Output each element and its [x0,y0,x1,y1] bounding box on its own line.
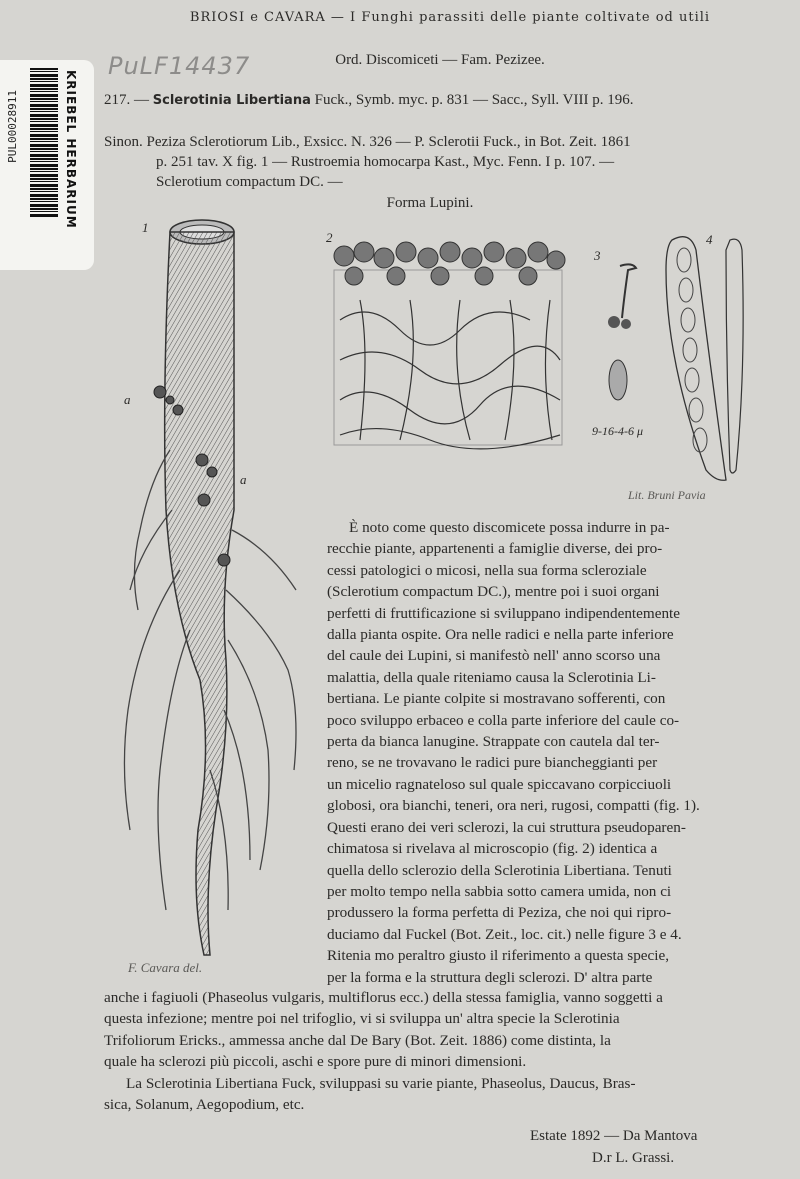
figure-1-root-illustration [100,210,330,970]
text-line: anche i fagiuoli (Phaseolus vulgaris, multiflorus ecc.) della stessa famiglia, vanno soggetti a [104,989,663,1006]
order-line: Ord. Discomiceti — Fam. Pezizee. [335,52,545,68]
herbarium-label [0,60,94,270]
text-line: recchie piante, appartenenti a famiglie diverse, dei pro- [327,540,663,558]
text-line: reno, se ne trovavano le radici pure biancheggianti per [327,754,658,772]
spore-dimensions: 9-16-4-6 μ [592,424,644,438]
page-header: BRIOSI e CAVARA — I Funghi parassiti delle piante coltivate od utili [189,10,711,25]
forma-title: Forma Lupini. [386,195,474,211]
barcode-icon [30,68,58,218]
handwritten-id: PuLF14437 [108,52,251,80]
text-line: cessi patologici o micosi, nella sua forma scleroziale [327,561,647,579]
figure-4-ascus-illustration [656,230,756,490]
text-line: quella dello sclerozio della Sclerotinia Libertiana. Tenuti [327,861,672,879]
species-line [104,92,794,109]
text-line: poco sviluppo erbaceo e colla parte inferiore del caule co- [327,711,680,729]
text-line: dalla pianta ospite. Ora nelle radici e nella parte inferiore [327,626,674,644]
text-line: La Sclerotinia Libertiana Fuck, sviluppasi su varie piante, Phaseolus, Daucus, Bras- [126,1074,636,1092]
figure-2-number: 2 [326,230,333,245]
species-citation: Fuck., Symb. myc. p. 831 — Sacc., Syll. VIII p. 196. [314,92,634,108]
text-line: questa infezione; mentre poi nel trifoglio, vi si sviluppa un' altra specie la Sclerotinia [104,1010,620,1028]
text-line: Questi erano dei veri sclerozi, la cui struttura pseudoparen- [327,818,686,836]
text-line: Ritenia mo peraltro giusto il riferimento a questa specie, [327,947,670,965]
synonym-line: Sclerotium compactum DC. — [156,174,343,190]
figure-3-number: 3 [594,248,601,263]
text-line: sica, Solanum, Aegopodium, etc. [104,1096,305,1114]
synonyms [104,132,794,192]
text-line: quale ha sclerozi più piccoli, aschi e spore pure di minori dimensioni. [104,1053,527,1071]
lithographer-credit: Lit. Bruni Pavia [628,488,706,502]
annotation-a: a [240,472,247,487]
catalog-number: PUL00028911 [6,90,19,163]
species-number: 217. — [104,92,149,108]
figure-4-number: 4 [706,232,713,247]
text-line: del caule dei Lupini, si manifestò nell' anno scorso una [327,647,661,665]
description-text-continued [104,987,790,1115]
species-name: Sclerotinia Libertiana [152,93,311,108]
collector-name: D.r L. Grassi. [592,1150,675,1166]
text-line: perta da bianca lanugine. Strappate con cautela dal ter- [327,733,660,751]
text-line: perfetti di fruttificazione si sviluppano indipendentemente [327,604,680,622]
collection-date-place: Estate 1892 — Da Mantova [530,1128,698,1144]
text-line: È noto come questo discomicete possa indurre in pa- [349,519,670,536]
text-line: malattia, della quale riteniamo causa la Sclerotinia Li- [327,668,656,686]
text-line: (Sclerotium compactum DC.), mentre poi i suoi organi [327,583,660,601]
synonym-line: Sinon. Peziza Sclerotiorum Lib., Exsicc. N. 326 — P. Sclerotii Fuck., in Bot. Zeit. 1861 [104,134,631,150]
synonym-line: p. 251 tav. X fig. 1 — Rustroemia homocarpa Kast., Myc. Fenn. I p. 107. — [156,154,615,170]
text-line: duciamo dal Fuckel (Bot. Zeit., loc. cit.) nelle figure 3 e 4. [327,925,682,943]
figure-2-tissue-illustration [330,240,570,452]
description-text [327,517,787,988]
figure-3-apothecium-illustration [600,258,650,408]
artist-signature: F. Cavara del. [128,960,203,975]
text-line: Trifoliorum Ericks., ammessa anche dal De Bary (Bot. Zeit. 1886) come distinta, la [104,1031,611,1049]
annotation-a: a [124,392,131,407]
text-line: per la forma e la struttura degli sclerozi. D' altra parte [327,968,653,986]
text-line: produssero la forma perfetta di Peziza, che noi qui ripro- [327,904,672,922]
text-line: un micelio ragnateloso sul quale spiccavano corpicciuoli [327,775,672,793]
herbarium-name: KRIEBEL HERBARIUM [64,70,78,229]
text-line: chimatosa si rivelava al microscopio (fig. 2) identica a [327,840,658,858]
text-line: globosi, ora bianchi, teneri, ora neri, rugosi, compatti (fig. 1). [327,797,700,815]
text-line: per molto tempo nella sabbia sotto camera umida, non ci [327,882,672,900]
figure-1-number: 1 [142,220,149,235]
text-line: bertiana. Le piante colpite si mostravano sofferenti, con [327,690,666,708]
